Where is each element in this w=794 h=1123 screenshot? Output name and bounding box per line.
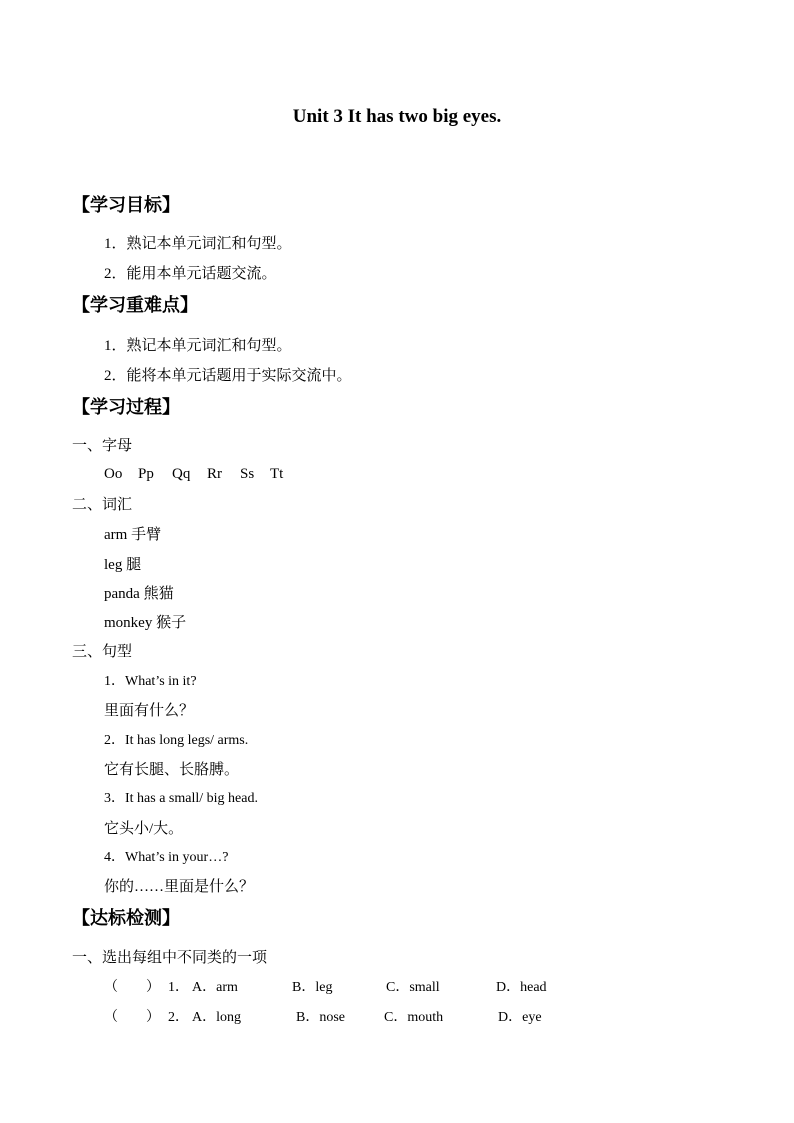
sentence-1-zh: 里面有什么？ xyxy=(104,703,195,719)
process-heading: 【学习过程】 xyxy=(72,397,180,417)
option-b: B．nose xyxy=(296,1010,345,1025)
page-title: Unit 3 It has two big eyes. xyxy=(292,106,502,127)
sentences-label: 三、句型 xyxy=(72,644,133,660)
goals-heading: 【学习目标】 xyxy=(72,195,180,215)
option-a: A．arm xyxy=(192,980,238,995)
letter-p: Pp xyxy=(138,466,154,482)
sentence-2-en: 2．It has long legs/ arms. xyxy=(104,733,249,748)
sentence-1-en: 1．What’s in it? xyxy=(104,674,197,689)
sentence-3-en: 3．It has a small/ big head. xyxy=(104,791,258,806)
test-section-label: 一、选出每组中不同类的一项 xyxy=(72,950,268,966)
letter-o: Oo xyxy=(104,466,123,482)
sentence-2-zh: 它有长腿、长胳膊。 xyxy=(104,762,240,778)
letter-s: Ss xyxy=(240,466,255,482)
sentence-4-en: 4．What’s in your…? xyxy=(104,850,229,865)
option-b: B．leg xyxy=(292,980,333,995)
goal-item-1: 1．熟记本单元词汇和句型。 xyxy=(104,236,292,252)
option-d: D．eye xyxy=(498,1010,542,1025)
letter-t: Tt xyxy=(270,466,284,482)
answer-blank[interactable]: （ ） xyxy=(104,980,160,995)
option-c: C．small xyxy=(386,980,440,995)
test-heading: 【达标检测】 xyxy=(72,908,180,928)
letter-r: Rr xyxy=(207,466,222,482)
vocab-item-leg: leg 腿 xyxy=(104,557,142,573)
vocab-item-monkey: monkey 猴子 xyxy=(104,615,187,631)
option-d: D．head xyxy=(496,980,547,995)
option-a: A．long xyxy=(192,1010,241,1025)
letters-label: 一、字母 xyxy=(72,438,133,454)
option-c: C．mouth xyxy=(384,1010,444,1025)
question-row xyxy=(0,976,794,996)
letters-row xyxy=(104,466,304,486)
goal-item-2: 2．能用本单元话题交流。 xyxy=(104,266,277,282)
key-point-item-2: 2．能将本单元话题用于实际交流中。 xyxy=(104,368,352,384)
vocab-label: 二、词汇 xyxy=(72,497,133,513)
letter-q: Qq xyxy=(172,466,191,482)
key-points-heading: 【学习重难点】 xyxy=(72,295,198,315)
sentence-4-zh: 你的……里面是什么？ xyxy=(104,879,255,895)
sentence-3-zh: 它头小/大。 xyxy=(104,821,184,837)
answer-blank[interactable]: （ ） xyxy=(104,1010,160,1025)
question-row xyxy=(0,1006,794,1026)
key-point-item-1: 1．熟记本单元词汇和句型。 xyxy=(104,338,292,354)
question-number: 1． xyxy=(168,980,189,995)
vocab-item-arm: arm 手臂 xyxy=(104,527,162,543)
vocab-item-panda: panda 熊猫 xyxy=(104,586,174,602)
question-number: 2． xyxy=(168,1010,189,1025)
